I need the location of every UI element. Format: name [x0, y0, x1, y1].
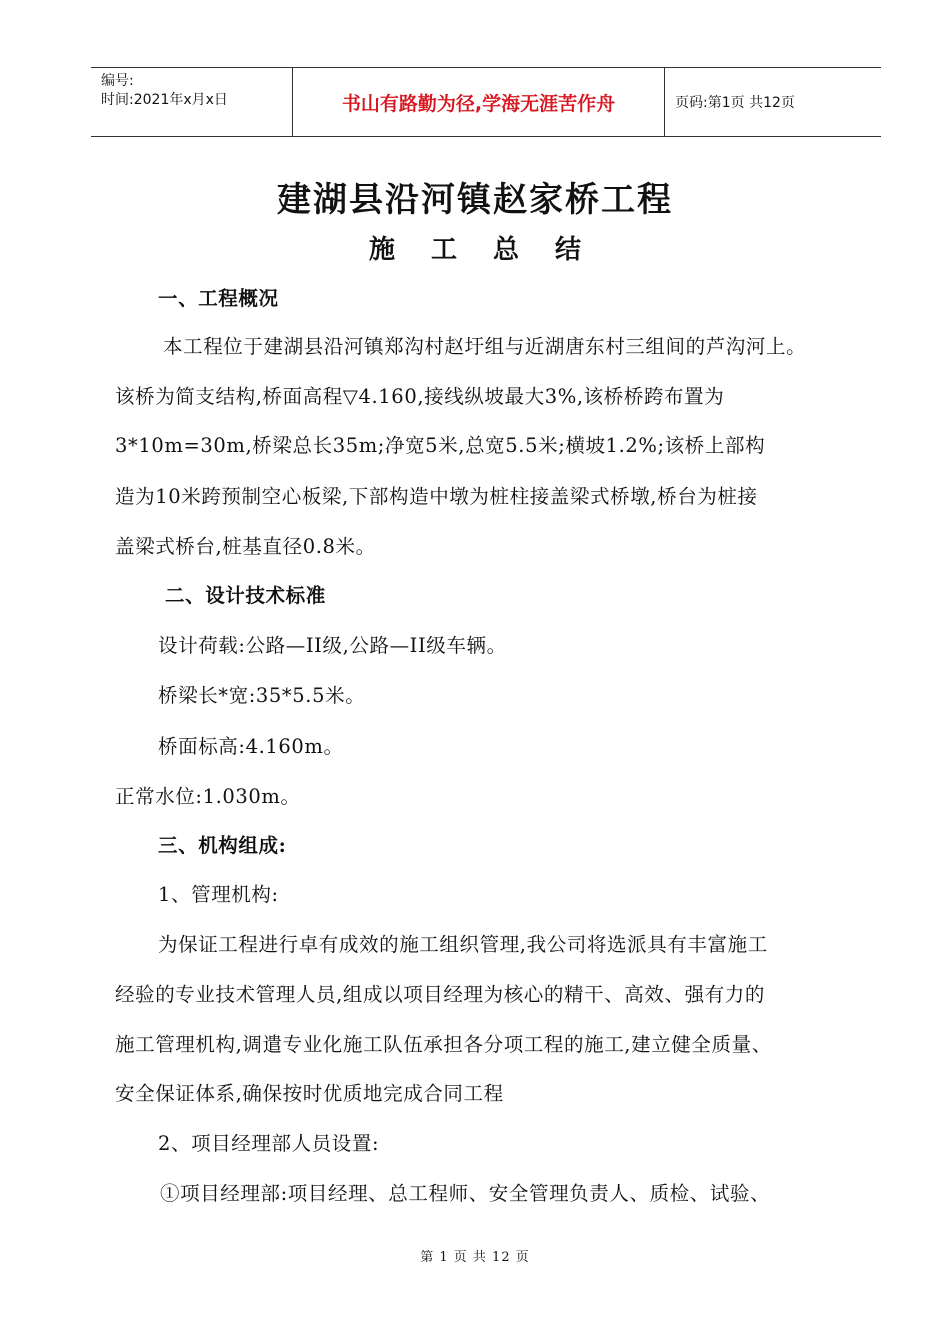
paragraph-line: 该桥为简支结构,桥面高程▽4.160,接线纵坡最大3%,该桥桥跨布置为 — [115, 385, 725, 408]
list-item: ①项目经理部:项目经理、总工程师、安全管理负责人、质检、试验、 — [160, 1182, 771, 1205]
subheading-management: 1、管理机构: — [158, 883, 279, 906]
page-header — [91, 67, 881, 137]
header-time-label: 时间:2021年x月x日 — [101, 92, 228, 108]
page-footer: 第 1 页 共 12 页 — [420, 1250, 530, 1265]
paragraph-line: 桥梁长*宽:35*5.5米。 — [158, 684, 366, 707]
section-heading-standards: 二、设计技术标准 — [165, 584, 326, 607]
document-subtitle: 施工总结 — [368, 235, 617, 265]
paragraph-line: 正常水位:1.030m。 — [115, 785, 301, 808]
paragraph-line: 经验的专业技术管理人员,组成以项目经理为核心的精干、高效、强有力的 — [115, 983, 765, 1006]
paragraph-line: 桥面标高:4.160m。 — [158, 735, 344, 758]
paragraph-line: 3*10m=30m,桥梁总长35m;净宽5米,总宽5.5米;横坡1.2%;该桥上部构 — [115, 434, 766, 457]
paragraph-line: 为保证工程进行卓有成效的施工组织管理,我公司将选派具有丰富施工 — [158, 933, 768, 956]
header-page-label: 页码:第1页 共12页 — [675, 95, 795, 111]
paragraph-line: 造为10米跨预制空心板梁,下部构造中墩为桩柱接盖梁式桥墩,桥台为桩接 — [115, 485, 758, 508]
document-title: 建湖县沿河镇赵家桥工程 — [277, 180, 673, 220]
paragraph-line: 施工管理机构,调遣专业化施工队伍承担各分项工程的施工,建立健全质量、 — [115, 1033, 772, 1056]
section-heading-overview: 一、工程概况 — [158, 287, 279, 310]
paragraph-line: 设计荷载:公路—II级,公路—II级车辆。 — [158, 634, 507, 657]
subheading-staffing: 2、项目经理部人员设置: — [158, 1132, 380, 1155]
header-number-label: 编号: — [101, 73, 134, 89]
header-motto: 书山有路勤为径,学海无涯苦作舟 — [293, 68, 665, 136]
paragraph-line: 安全保证体系,确保按时优质地完成合同工程 — [115, 1082, 504, 1105]
section-heading-organization: 三、机构组成: — [158, 834, 287, 857]
header-meta — [91, 68, 293, 136]
paragraph-line: 本工程位于建湖县沿河镇郑沟村赵圩组与近湖唐东村三组间的芦沟河上。 — [163, 335, 807, 358]
paragraph-line: 盖梁式桥台,桩基直径0.8米。 — [115, 535, 376, 558]
